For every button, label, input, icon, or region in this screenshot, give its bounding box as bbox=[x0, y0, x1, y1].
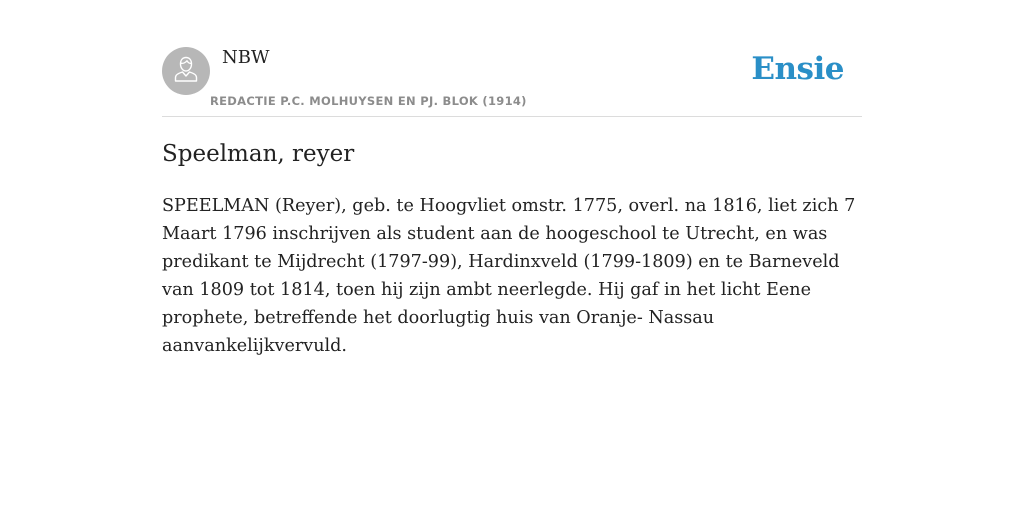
avatar[interactable] bbox=[162, 47, 210, 95]
user-icon bbox=[173, 55, 199, 88]
author-header bbox=[162, 0, 862, 117]
author-name[interactable]: NBW bbox=[222, 47, 270, 68]
author-subtitle: REDACTIE P.C. MOLHUYSEN EN PJ. BLOK (1914) bbox=[210, 94, 527, 108]
brand-logo[interactable]: Ensie bbox=[751, 51, 844, 87]
article-title: Speelman, reyer bbox=[162, 141, 355, 167]
article-body: SPEELMAN (Reyer), geb. te Hoogvliet omstr. 1775, overl. na 1816, liet zich 7 Maart 1796 inschrijven als student aan de hoogeschool te Utrecht, en was predikant te Mijdrecht (1797-99), Hardinxveld (1799-1809) en te Barneveld van 1809 tot 1814, toen hij zijn ambt neerlegde. Hij gaf in het licht Eene prophete, betreffende het doorlugtig huis van Oranje- Nassau aanvankelijkvervuld. bbox=[162, 196, 856, 356]
